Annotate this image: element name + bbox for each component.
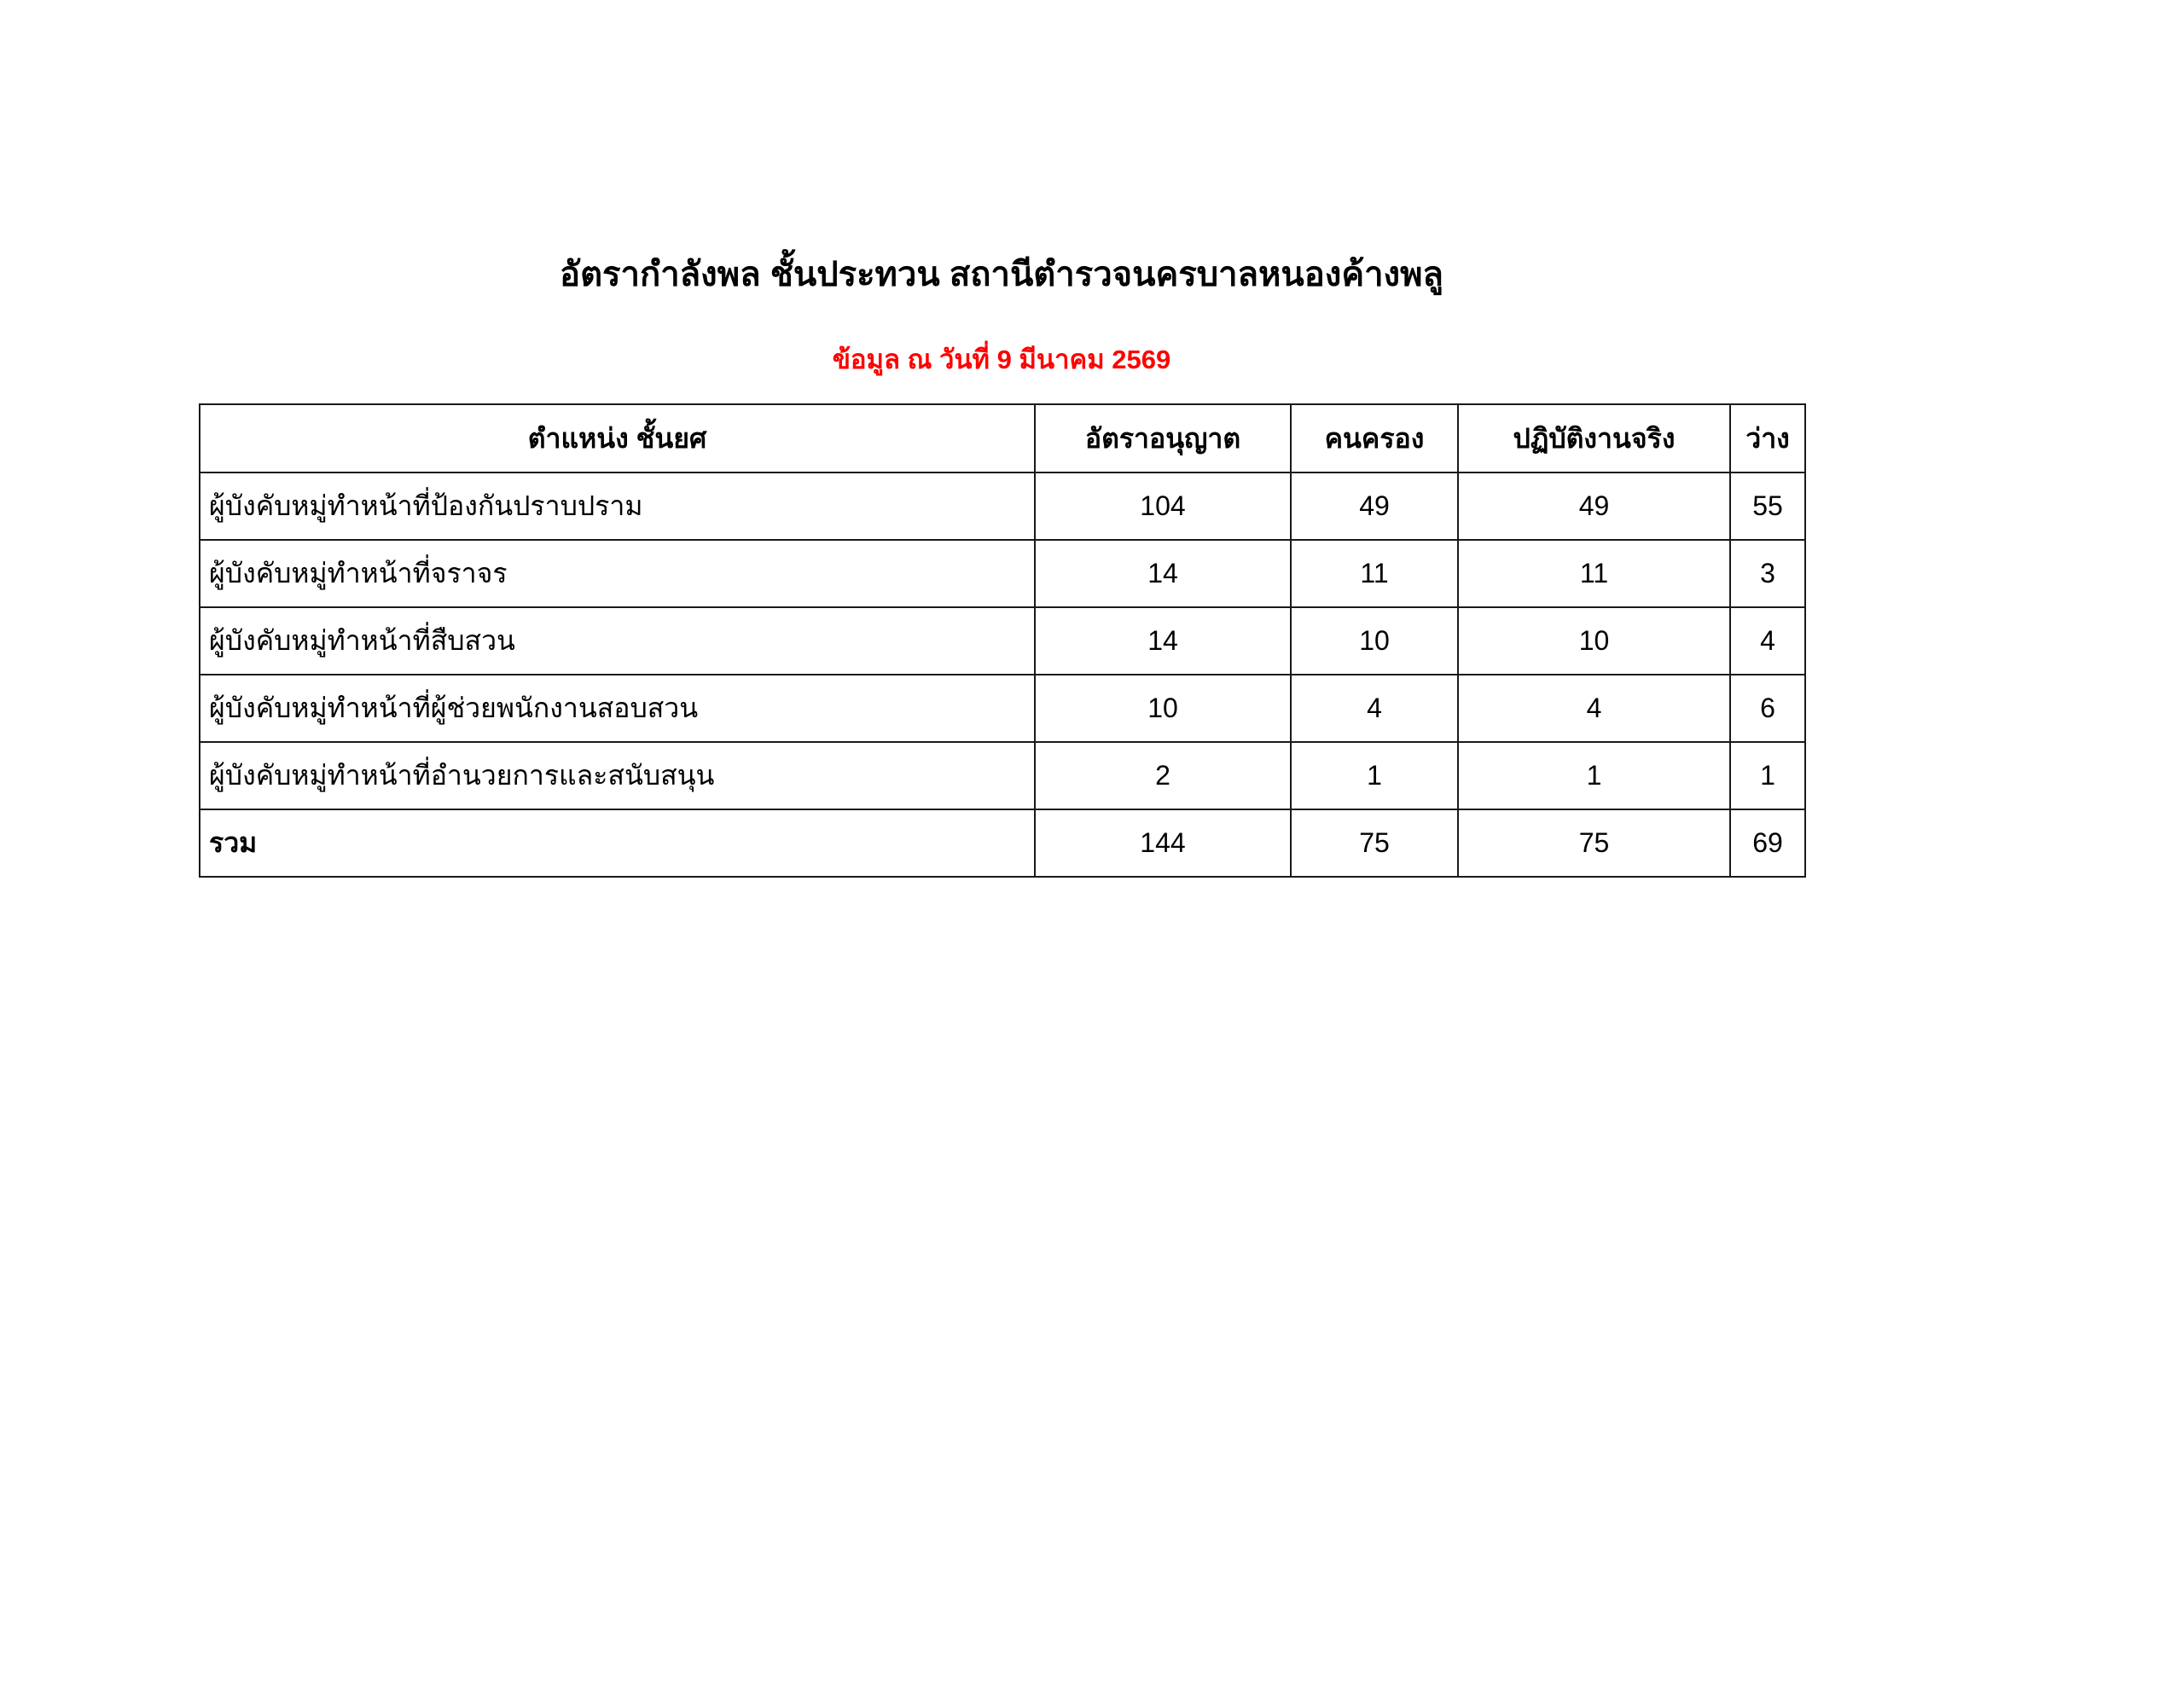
position-cell: ผู้บังคับหมู่ทำหน้าที่สืบสวน xyxy=(200,607,1035,675)
total-authorized-cell: 144 xyxy=(1035,809,1291,877)
position-cell: ผู้บังคับหมู่ทำหน้าที่จราจร xyxy=(200,540,1035,607)
occupied-cell: 10 xyxy=(1291,607,1458,675)
actual-working-cell: 11 xyxy=(1458,540,1730,607)
table-row xyxy=(200,607,1805,675)
actual-working-cell: 4 xyxy=(1458,675,1730,742)
header-row xyxy=(200,404,1805,472)
authorized-cell: 2 xyxy=(1035,742,1291,809)
authorized-cell: 14 xyxy=(1035,540,1291,607)
table-row xyxy=(200,472,1805,540)
page-title: อัตรากำลังพล ชั้นประทวน สถานีตำรวจนครบาลหนองค้างพลู xyxy=(560,256,1443,293)
total-row xyxy=(200,809,1805,877)
vacant-cell: 6 xyxy=(1730,675,1805,742)
position-cell: ผู้บังคับหมู่ทำหน้าที่ผู้ช่วยพนักงานสอบสวน xyxy=(200,675,1035,742)
vacant-cell: 3 xyxy=(1730,540,1805,607)
table-row xyxy=(200,742,1805,809)
column-header-actual-working: ปฏิบัติงานจริง xyxy=(1458,404,1730,472)
actual-working-cell: 1 xyxy=(1458,742,1730,809)
vacant-cell: 4 xyxy=(1730,607,1805,675)
authorized-cell: 104 xyxy=(1035,472,1291,540)
column-header-vacant: ว่าง xyxy=(1730,404,1805,472)
data-date-subtitle: ข้อมูล ณ วันที่ 9 มีนาคม 2569 xyxy=(832,345,1171,374)
column-header-authorized-strength: อัตราอนุญาต xyxy=(1035,404,1291,472)
position-cell: ผู้บังคับหมู่ทำหน้าที่ป้องกันปราบปราม xyxy=(200,472,1035,540)
actual-working-cell: 49 xyxy=(1458,472,1730,540)
total-label-cell: รวม xyxy=(200,809,1035,877)
total-occupied-cell: 75 xyxy=(1291,809,1458,877)
occupied-cell: 11 xyxy=(1291,540,1458,607)
total-vacant-cell: 69 xyxy=(1730,809,1805,877)
position-cell: ผู้บังคับหมู่ทำหน้าที่อำนวยการและสนับสนุน xyxy=(200,742,1035,809)
column-header-occupied: คนครอง xyxy=(1291,404,1458,472)
vacant-cell: 1 xyxy=(1730,742,1805,809)
authorized-cell: 10 xyxy=(1035,675,1291,742)
actual-working-cell: 10 xyxy=(1458,607,1730,675)
table-row xyxy=(200,540,1805,607)
occupied-cell: 49 xyxy=(1291,472,1458,540)
total-actual-working-cell: 75 xyxy=(1458,809,1730,877)
personnel-table xyxy=(199,403,1806,878)
occupied-cell: 1 xyxy=(1291,742,1458,809)
authorized-cell: 14 xyxy=(1035,607,1291,675)
occupied-cell: 4 xyxy=(1291,675,1458,742)
table-row xyxy=(200,675,1805,742)
vacant-cell: 55 xyxy=(1730,472,1805,540)
column-header-position-rank: ตำแหน่ง ชั้นยศ xyxy=(200,404,1035,472)
